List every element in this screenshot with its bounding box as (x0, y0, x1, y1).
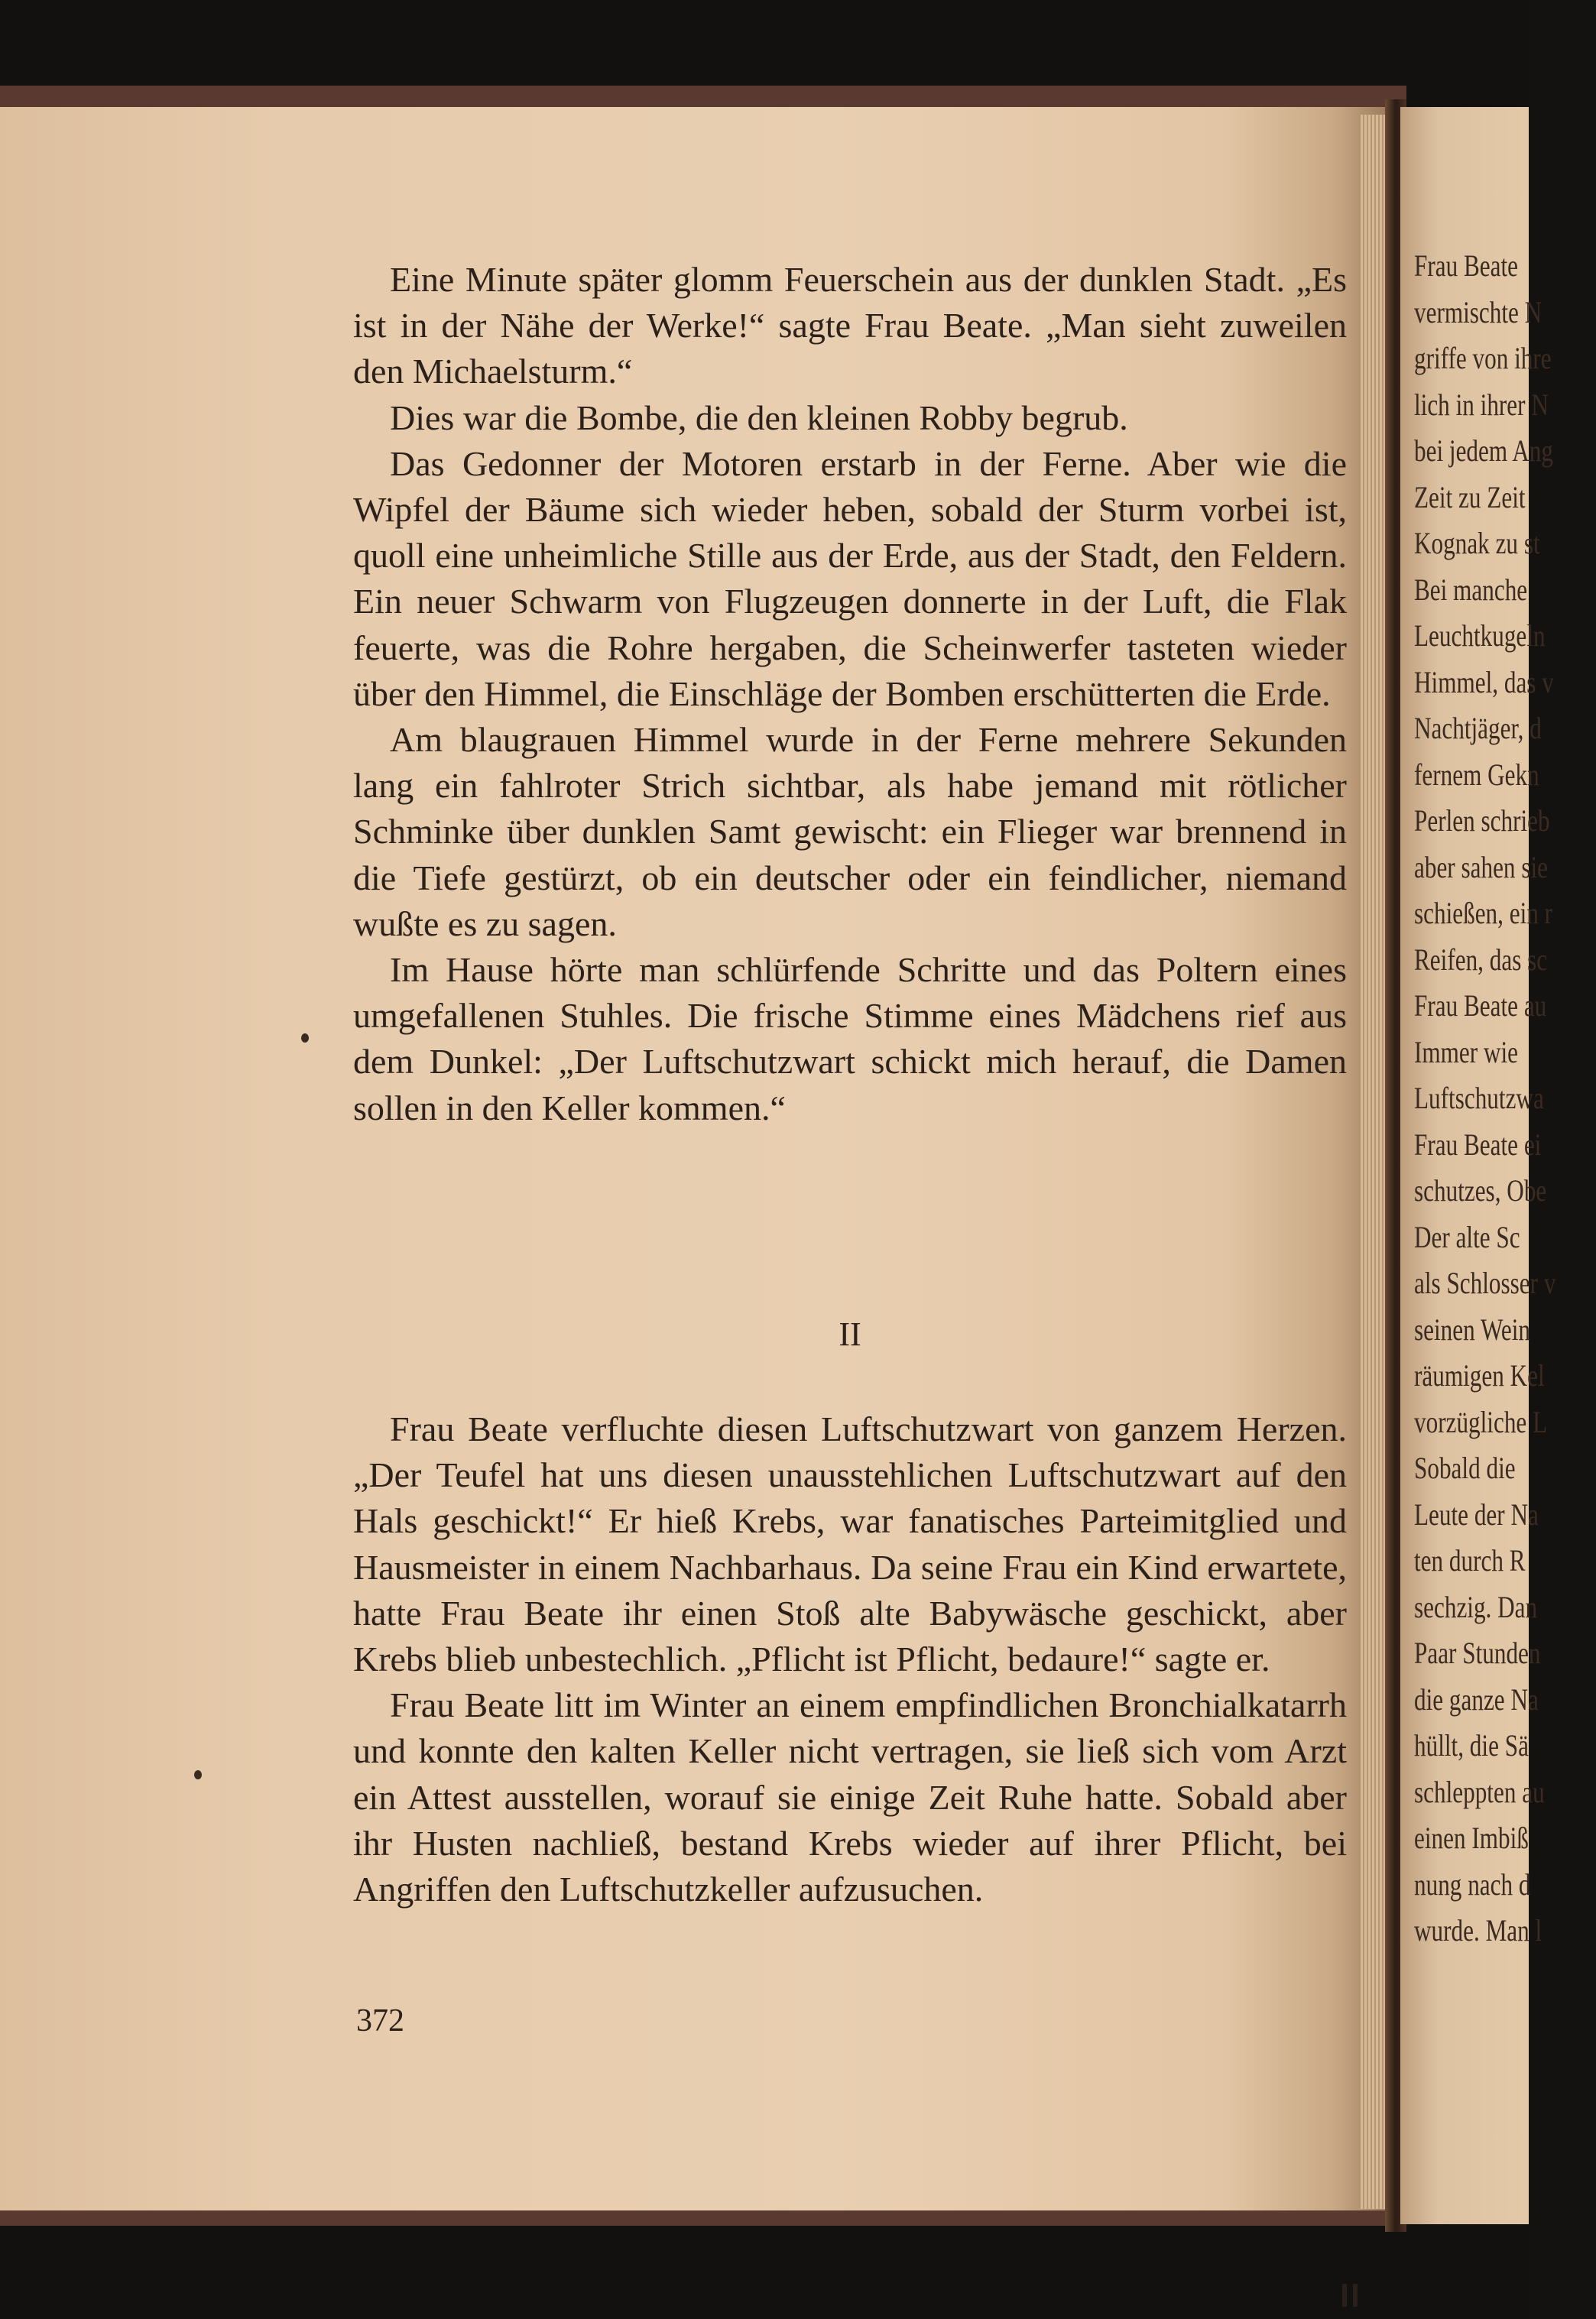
text-line: Nachtjäger, d (1414, 711, 1542, 745)
right-page (1400, 107, 1556, 2224)
paragraph: Frau Beate verfluchte diesen Luftschutzwart von ganzem Herzen. „Der Teufel hat uns diesen unausstehlichen Luftschutzwart auf den Hals geschickt!“ Er hieß Krebs, war fanatisches Parteimitglied und Hausmeister in einem Nachbarhaus. Da seine Frau ein Kind erwartete, hatte Frau Beate ihr einen Stoß alte Babywäsche geschickt, aber Krebs blieb unbestechlich. „Pflicht ist Pflicht, bedaure!“ sagte er. (353, 1409, 1347, 1679)
page-number: 372 (356, 2003, 404, 2038)
text-line: schießen, ein r (1414, 896, 1553, 930)
binding-hole (1342, 2284, 1347, 2307)
binding-speck (301, 1033, 309, 1043)
text-line: Paar Stunden (1414, 1636, 1541, 1670)
text-line: Leute der Na (1414, 1497, 1539, 1532)
text-line: Perlen schrieb (1414, 803, 1550, 838)
paragraph: Am blaugrauen Himmel wurde in der Ferne mehrere Sekunden lang ein fahlroter Strich sichtbar, als habe jemand mit rötlicher Schminke über dunklen Samt gewischt: ein Flieger war brennend in die Tiefe gestürzt, ob ein deutscher oder ein feindlicher, niemand wußte es zu sagen. (353, 720, 1347, 943)
text-line: Zeit zu Zeit (1414, 479, 1526, 514)
text-line: Der alte Sc (1414, 1219, 1520, 1254)
paragraph: Frau Beate litt im Winter an einem empfindlichen Bronchialkatarrh und konnte den kalten Keller nicht vertragen, sie ließ sich vom Arzt ein Attest ausstellen, worauf sie einige Zeit Ruhe hatte. Sobald aber ihr Husten nachließ, bestand Krebs wieder auf ihrer Pflicht, bei Angriffen den Luftschutzkeller aufzusuchen. (353, 1685, 1347, 1909)
paragraph: Eine Minute später glomm Feuerschein aus der dunklen Stadt. „Es ist in der Nähe der Werke!“ sagte Frau Beate. „Man sieht zuweilen den Michaelsturm.“ (353, 260, 1347, 391)
section-one-text (353, 257, 1347, 1131)
text-line: Bei manche (1414, 572, 1528, 607)
binding-hole (1353, 2284, 1358, 2307)
text-line: Himmel, das v (1414, 664, 1554, 699)
paragraph: Das Gedonner der Motoren erstarb in der Ferne. Aber wie die Wipfel der Bäume sich wieder heben, sobald der Sturm vorbei ist, quoll eine unheimliche Stille aus der Erde, aus der Stadt, den Feldern. Ein neuer Schwarm von Flugzeugen donnerte in der Luft, die Flak feuerte, was die Rohre hergaben, die Scheinwerfer tasteten wieder über den Himmel, die Einschläge der Bomben erschütterten die Erde. (353, 443, 1347, 713)
text-line: Frau Beate (1414, 248, 1519, 283)
text-line: Reifen, das sc (1414, 942, 1548, 977)
paragraph: Im Hause hörte man schlürfende Schritte und das Poltern eines umgefallenen Stuhles. Die frische Stimme eines Mädchens rief aus dem Dunkel: „Der Luftschutzwart schickt mich herauf, die Damen sollen in den Keller kommen.“ (353, 950, 1347, 1127)
text-line: als Schlosser v (1414, 1266, 1556, 1300)
text-line: wurde. Man l (1414, 1913, 1542, 1948)
text-line: bei jedem Ang (1414, 433, 1553, 468)
section-two-text (353, 1406, 1347, 1912)
text-line: räumigen Kel (1414, 1358, 1545, 1393)
text-line: Immer wie (1414, 1034, 1519, 1069)
text-line: lich in ihrer N (1414, 387, 1549, 422)
text-line: schutzes, Obe (1414, 1173, 1547, 1208)
right-page-text (1414, 243, 1596, 1954)
text-line: schleppten au (1414, 1774, 1545, 1809)
text-line: ten durch R (1414, 1543, 1526, 1578)
text-line: sechzig. Dan (1414, 1589, 1538, 1624)
binding-speck (194, 1770, 202, 1779)
text-line: Luftschutzwa (1414, 1081, 1544, 1115)
text-line: die ganze Na (1414, 1682, 1539, 1717)
text-line: griffe von ihre (1414, 341, 1552, 375)
text-line: nung nach d (1414, 1867, 1531, 1902)
text-line: vorzügliche L (1414, 1404, 1548, 1439)
text-line: Frau Beate ei (1414, 1127, 1542, 1162)
section-number: II (839, 1315, 861, 1353)
text-line: Leuchtkugeln (1414, 618, 1546, 653)
text-line: aber sahen sie (1414, 849, 1548, 884)
text-line: hüllt, die Sä (1414, 1728, 1529, 1763)
text-line: einen Imbiß (1414, 1821, 1529, 1855)
text-line: Kognak zu st (1414, 526, 1540, 560)
text-line: Frau Beate au (1414, 988, 1547, 1023)
text-line: vermischte N (1414, 294, 1542, 329)
text-line: seinen Wein (1414, 1312, 1531, 1347)
text-line: fernem Gekn (1414, 757, 1539, 792)
text-line: Sobald die (1414, 1451, 1516, 1485)
paragraph: Dies war die Bombe, die den kleinen Robby begrub. (390, 397, 1128, 437)
